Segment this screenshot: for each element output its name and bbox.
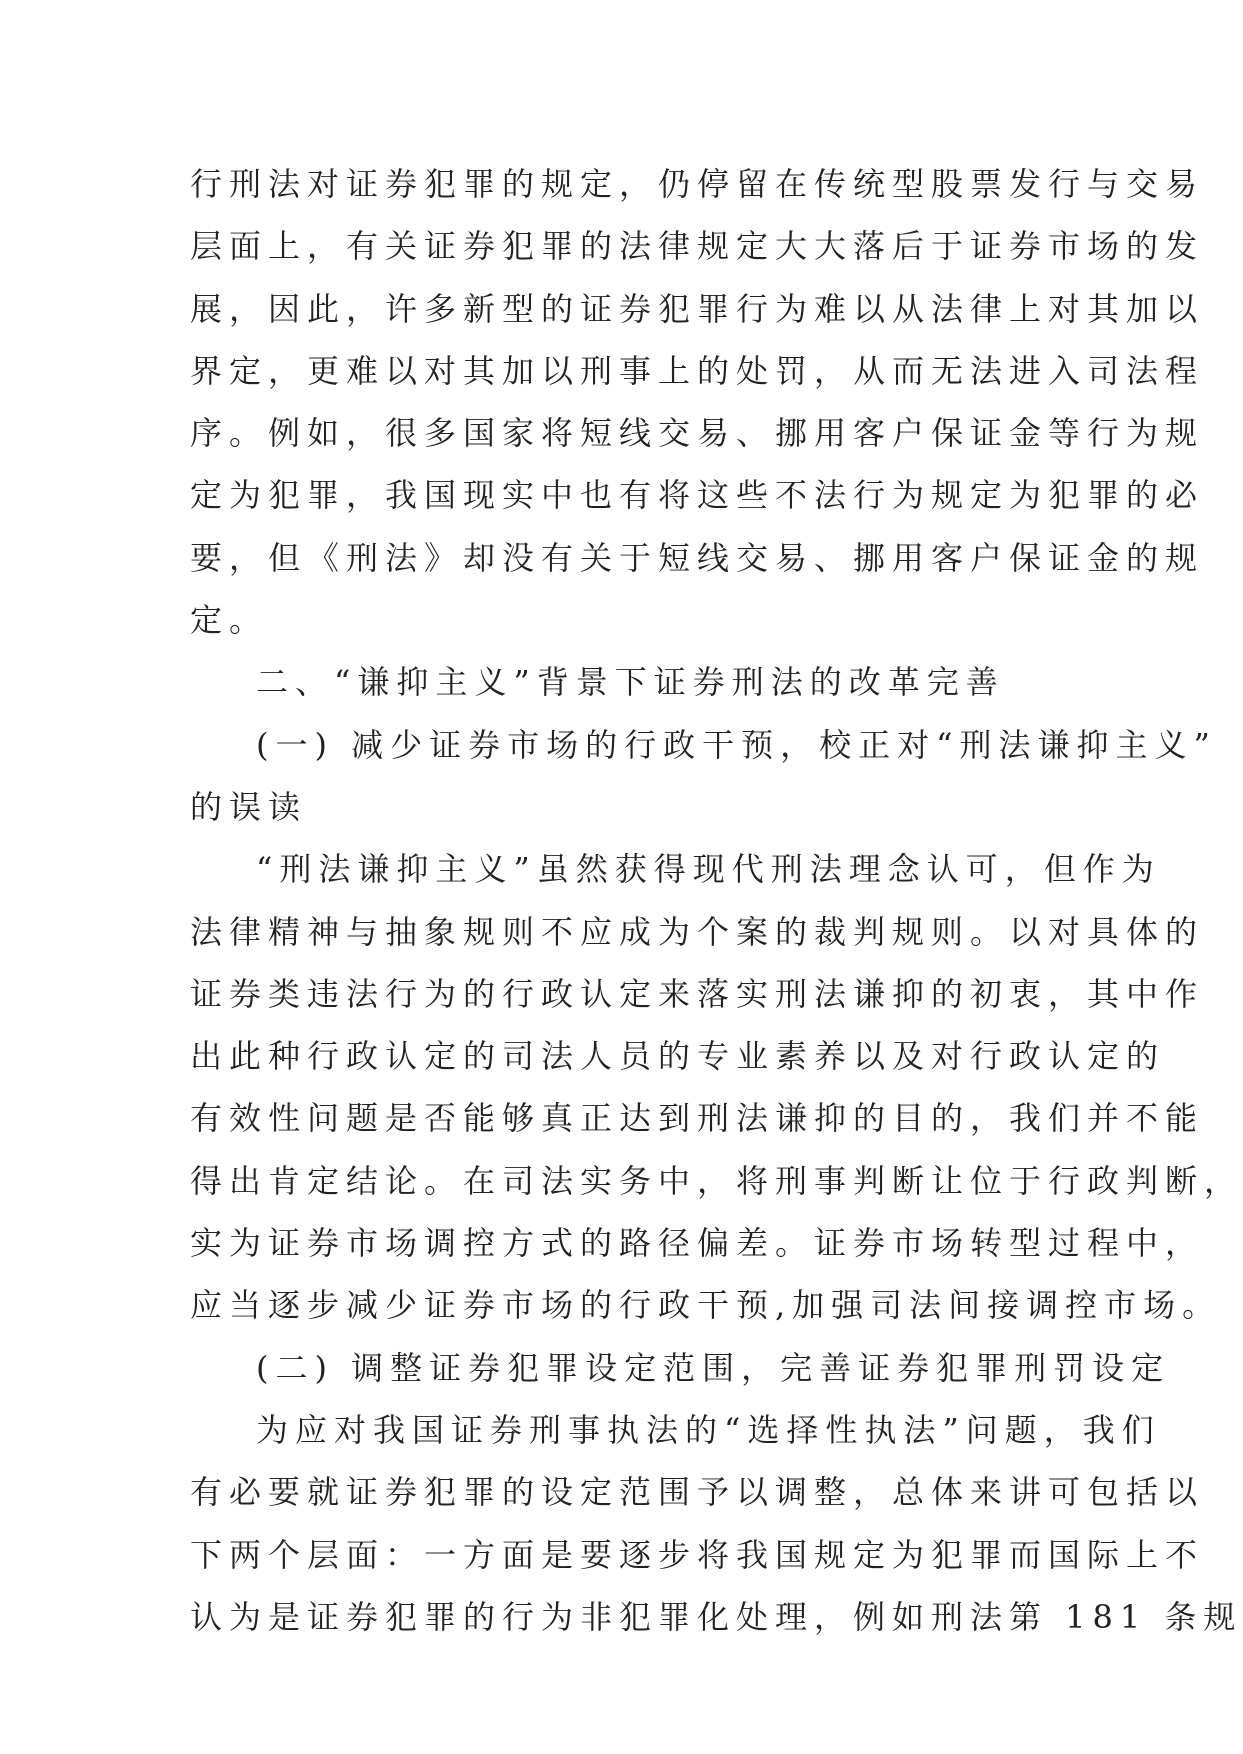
paragraph-line: 定。 [190,601,269,640]
paragraph-line: 证券类违法行为的行政认定来落实刑法谦抑的初衷，其中作 [190,974,1205,1013]
paragraph-line: 层面上，有关证券犯罪的法律规定大大落后于证券市场的发 [190,227,1205,266]
paragraph-line: 有效性问题是否能够真正达到刑法谦抑的目的，我们并不能 [190,1099,1205,1138]
paragraph-line: 认为是证券犯罪的行为非犯罪化处理，例如刑法第 181 条规 [190,1597,1243,1636]
paragraph-line: 下两个层面：一方面是要逐步将我国规定为犯罪而国际上不 [190,1535,1205,1574]
paragraph-line: 行刑法对证券犯罪的规定，仍停留在传统型股票发行与交易 [190,165,1205,203]
paragraph-line: 展，因此，许多新型的证券犯罪行为难以从法律上对其加以 [190,289,1205,328]
paragraph-line: 为应对我国证券刑事执法的“选择性执法”问题，我们 [256,1410,1161,1449]
body-text [190,153,1243,1648]
paragraph-line: 出此种行政认定的司法人员的专业素养以及对行政认定的 [190,1037,1166,1076]
paragraph-line: 要，但《刑法》却没有关于短线交易、挪用客户保证金的规 [190,538,1205,577]
paragraph-line: 定为犯罪，我国现实中也有将这些不法行为规定为犯罪的必 [190,476,1205,515]
paragraph-line: 有必要就证券犯罪的设定范围予以调整，总体来讲可包括以 [190,1473,1205,1512]
paragraph-line: 得出肯定结论。在司法实务中，将刑事判断让位于行政判断， [190,1161,1243,1200]
paragraph-line: 实为证券市场调控方式的路径偏差。证券市场转型过程中， [190,1224,1205,1263]
paragraph-line: 界定，更难以对其加以刑事上的处罚，从而无法进入司法程 [190,351,1205,390]
paragraph-line: 法律精神与抽象规则不应成为个案的裁判规则。以对具体的 [190,912,1205,951]
subsection-heading: (二) 调整证券犯罪设定范围，完善证券犯罪刑罚设定 [256,1348,1171,1387]
section-heading: 二、“谦抑主义”背景下证券刑法的改革完善 [256,663,1005,702]
paragraph-line: “刑法谦抑主义”虽然获得现代刑法理念认可，但作为 [256,850,1161,889]
subsection-heading: (一) 减少证券市场的行政干预，校正对“刑法谦抑主义” [256,725,1217,764]
paragraph-line: 应当逐步减少证券市场的行政干预,加强司法间接调控市场。 [190,1286,1222,1325]
subsection-heading-continued: 的误读 [190,787,308,826]
paragraph-line: 序。例如，很多国家将短线交易、挪用客户保证金等行为规 [190,414,1205,453]
